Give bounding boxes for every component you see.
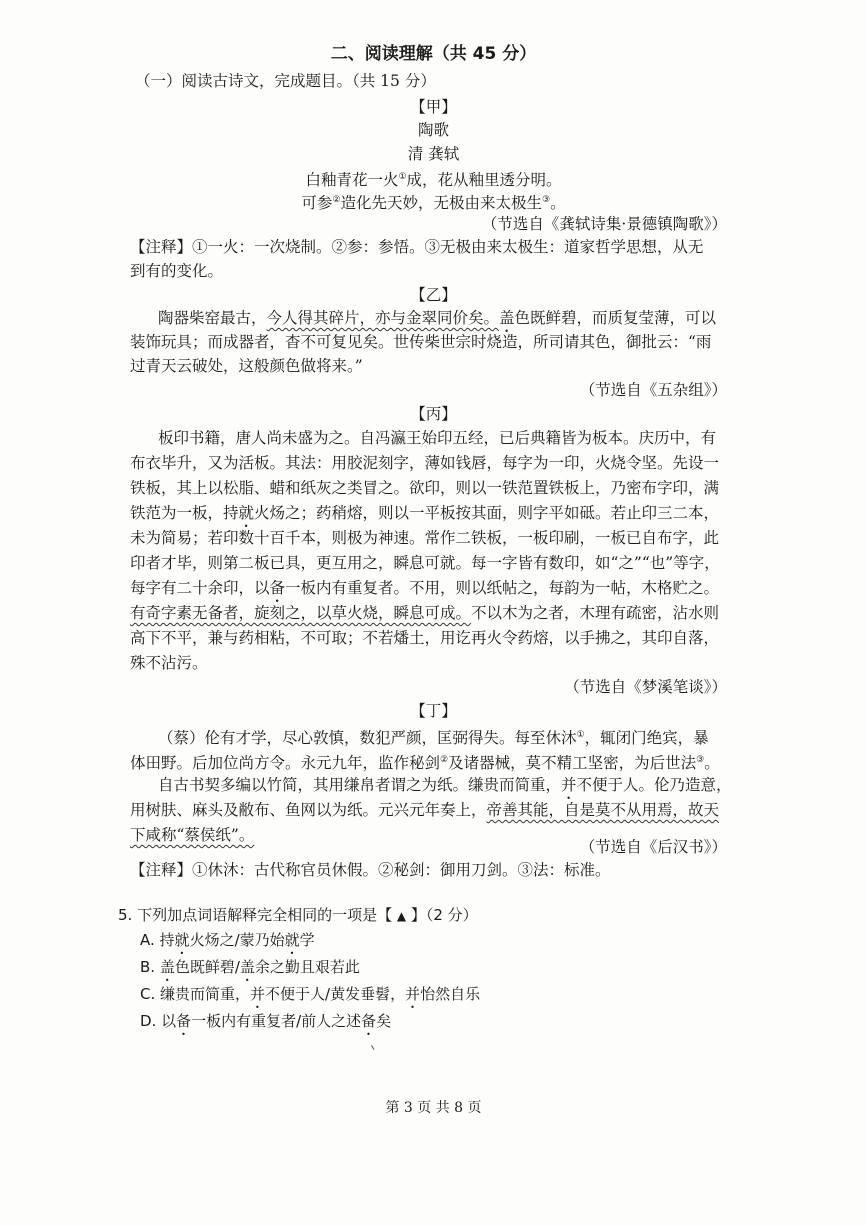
yi-line-1: 陶器柴窑最古，今人得其碎片，亦与金翠同价矣。盖色既鲜碧，而质复莹薄，可以 [158, 309, 717, 327]
ding-line-5: 下咸称“蔡侯纸”。 [130, 826, 255, 844]
option-c: C. 缣贵而简重，并不便于人/黄发垂髫，并怡然自乐 [140, 985, 481, 1003]
bing-label: 【丙】 [410, 405, 457, 423]
ding-line-3: 自古书契多编以竹简，其用缣帛者谓之为纸。缣贵而简重，并不便于人。伦乃造意， [158, 776, 732, 794]
page-footer: 第 3 页 共 8 页 [385, 1100, 482, 1116]
ding-line-4: 用树肤、麻头及敝布、鱼网以为纸。元兴元年奏上，帝善其能，自是莫不从用焉，故天 [130, 801, 720, 819]
ding-line-1: （蔡）伦有才学，尽心敦慎，数犯严颜，匡弼得失。每至休沐①，辄闭门绝宾，暴 [158, 729, 709, 748]
bing-line-5: 未为简易；若印数十百千本，则极为神速。常作二铁板，一板印刷，一板已自布字，此 [130, 529, 720, 547]
jia-label: 【甲】 [410, 98, 457, 116]
ding-line-2: 体田野。后加位尚方令。永元九年，监作秘剑②及诸器械，莫不精工坚密，为后世法③。 [130, 754, 720, 773]
ding-note: 【注释】①休沐：古代称官员休假。②秘剑：御用刀剑。③法：标准。 [130, 861, 611, 879]
bing-line-7: 每字有二十余印，以备一板内有重复者。不用，则以纸帖之，每韵为一帖，木格贮之。 [130, 579, 720, 597]
bing-source: （节选自《梦溪笔谈》） [564, 678, 727, 696]
option-b: B. 盖色既鲜碧/盖余之勤且艰若此 [140, 958, 360, 976]
answer-placeholder-icon: ▲ [396, 909, 407, 923]
poem-title: 陶歌 [417, 121, 449, 139]
question-5-stem: 5. 下列加点词语解释完全相同的一项是【 ▲ 】（2 分） [118, 906, 478, 924]
yi-line-3: 过青天云破处，这般颜色做将来。” [130, 357, 363, 375]
poem-author: 清 龚轼 [407, 145, 460, 163]
option-d: D. 以备一板内有重复者/前人之述备矣 [140, 1012, 392, 1030]
bing-line-10: 殊不沾污。 [130, 654, 208, 672]
stray-pen-mark [371, 1043, 378, 1050]
bing-line-6: 印者才毕，则第二板已具，更互用之，瞬息可就。每一字皆有数印，如“之”“也”等字， [130, 554, 720, 572]
poem-line-1: 白釉青花一火①成，花从釉里透分明。 [305, 171, 562, 190]
bing-line-4: 铁范为一板，持就火炀之；药稍熔，则以一平板按其面，则字平如砥。若止印三二本， [130, 504, 720, 522]
ding-source: （节选自《后汉书》） [579, 838, 727, 856]
yi-line-2: 装饰玩具；而成器者，杳不可复见矣。世传柴世宗时烧造，所司请其色，御批云：“雨 [130, 333, 712, 351]
yi-label: 【乙】 [410, 286, 457, 304]
jia-note-line-1: 【注释】①一火：一次烧制。②参：参悟。③无极由来太极生：道家哲学思想，从无 [130, 238, 704, 256]
bing-line-3: 铁板，其上以松脂、蜡和纸灰之类冒之。欲印，则以一铁范置铁板上，乃密布字印，满 [130, 479, 720, 497]
jia-source: （节选自《龚轼诗集·景德镇陶歌》） [481, 215, 727, 233]
part1-heading: （一）阅读古诗文，完成题目。（共 15 分） [135, 72, 436, 90]
bing-line-1: 板印书籍，唐人尚未盛为之。自冯瀛王始印五经，已后典籍皆为板本。庆历中，有 [158, 429, 717, 447]
bing-line-2: 布衣毕升，又为活板。其法：用胶泥刻字，薄如钱唇，每字为一印，火烧令坚。先设一 [130, 454, 720, 472]
jia-note-line-2: 到有的变化。 [130, 262, 224, 280]
ding-label: 【丁】 [410, 702, 457, 720]
yi-source: （节选自《五杂组》） [579, 381, 727, 399]
poem-line-2: 可参②造化先天妙，无极由来太极生③。 [301, 194, 566, 213]
option-a: A. 持就火炀之/蒙乃始就学 [140, 931, 315, 949]
bing-line-9: 高下不平，兼与药相粘，不可取；不若燔土，用讫再火令药熔，以手拂之，其印自落， [130, 629, 720, 647]
section-title: 二、阅读理解（共 45 分） [330, 44, 537, 64]
bing-line-8: 有奇字素无备者，旋刻之，以草火烧，瞬息可成。不以木为之者，木理有疏密，沾水则 [130, 604, 720, 622]
